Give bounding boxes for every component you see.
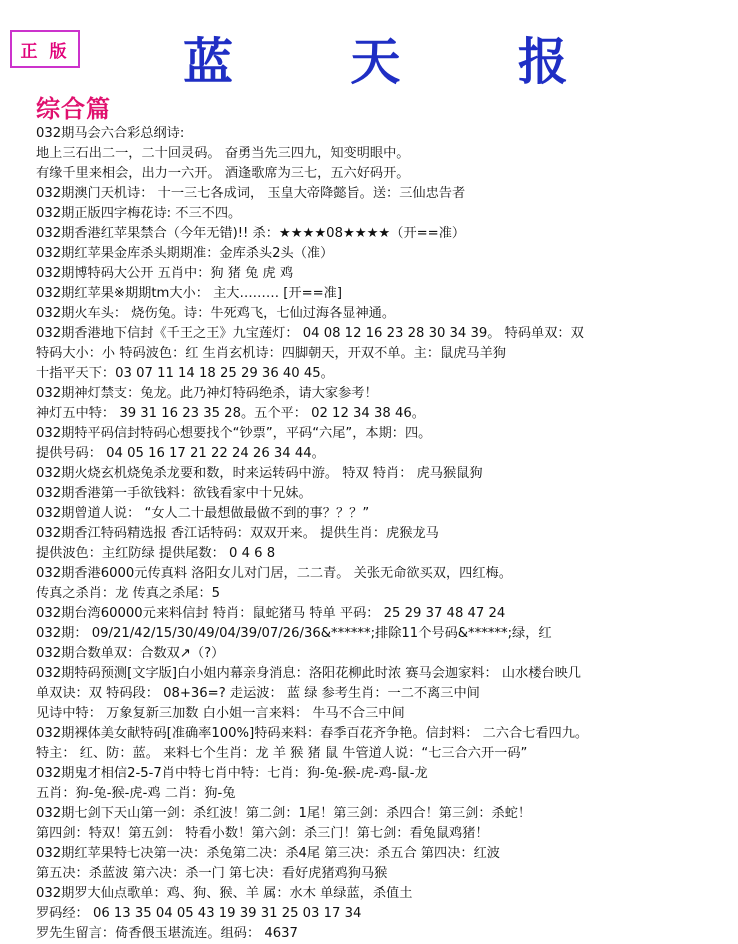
text-line: 有缘千里来相会，出力一六开。 酒逢歌席为三七，五六好码开。 <box>36 166 410 181</box>
text-line: 032期香港红苹果禁合（今年无错)!! 杀：★★★★08★★★★（开==准） <box>36 226 466 241</box>
section-heading: 综合篇 <box>36 94 111 123</box>
text-line: 032期特平码信封特码心想要找个“钞票”，平码“六尾”，本期：四。 <box>36 426 432 441</box>
text-line: 032期裸体美女献特码[准确率100%]特码来料：春季百花齐争艳。信封料： 二六合七看四九。 <box>36 726 589 741</box>
text-line: 提供号码： 04 05 16 17 21 22 24 26 34 44。 <box>36 446 325 461</box>
text-line: 单双诀：双 特码段： 08+36=? 走运波： 蓝 绿 参考生肖：一二不离三中间 <box>36 686 480 701</box>
text-line: 032期特码预测[文字版]白小姐内幕亲身消息：洛阳花柳此时浓 赛马会迦家料： 山水楼台映几 <box>36 666 581 681</box>
text-line: 032期红苹果※期期tm大小： 主大……… [开==准] <box>36 286 343 301</box>
text-line: 见诗中特： 万象复新三加数 白小姐一言来料： 牛马不合三中间 <box>36 706 405 721</box>
text-line: 032期香港第一手欲钱料：欲钱看家中十兄妹。 <box>36 486 312 501</box>
text-line: 032期曾道人说： “女人二十最想做最做不到的事？？？” <box>36 506 370 521</box>
text-line: 地上三石出二一，二十回灵码。 奋勇当先三四九，知变明眼中。 <box>36 146 410 161</box>
text-line: 032期红苹果特七决第一决：杀兔第二决：杀4尾 第三决：杀五合 第四决：红波 <box>36 846 500 861</box>
text-line: 第五决：杀蓝波 第六决：杀一门 第七决：看好虎猪鸡狗马猴 <box>36 866 388 881</box>
text-line: 032期神灯禁支：兔龙。此乃神灯特码绝杀，请大家参考！ <box>36 386 378 401</box>
masthead-title: 蓝 天 报 <box>183 32 618 91</box>
edition-badge: 正 版 <box>10 30 80 68</box>
text-line: 032期台湾60000元来料信封 特肖：鼠蛇猪马 特单 平码： 25 29 37 48 47 24 <box>36 606 506 621</box>
text-line: 第四剑：特双！第五剑： 特看小数！第六剑：杀三门！第七剑：看兔鼠鸡猪！ <box>36 826 489 841</box>
text-line: 032期合数单双：合数双↗（?） <box>36 646 225 661</box>
text-line: 032期： 09/21/42/15/30/49/04/39/07/26/36&******;排除11个号码&******;绿，红 <box>36 626 552 641</box>
text-line: 十指平天下：03 07 11 14 18 25 29 36 40 45。 <box>36 366 334 381</box>
text-line: 032期香港地下信封《千王之王》九宝莲灯： 04 08 12 16 23 28 30 34 39。 特码单双：双 <box>36 326 584 341</box>
text-line: 032期红苹果金库杀头期期准：金库杀头2头（准） <box>36 246 334 261</box>
text-line: 罗码经： 06 13 35 04 05 43 19 39 31 25 03 17 34 <box>36 906 362 921</box>
text-line: 032期七剑下天山第一剑：杀红波！第二剑：1尾！第三剑：杀四合！第三剑：杀蛇！ <box>36 806 532 821</box>
text-line: 032期博特码大公开 五肖中：狗 猪 兔 虎 鸡 <box>36 266 294 281</box>
text-line: 032期正版四字梅花诗: 不三不四。 <box>36 206 242 221</box>
text-line: 罗先生留言：倚香偎玉堪流连。组码： 4637 <box>36 926 298 941</box>
text-line: 032期火车头： 烧伤兔。诗：牛死鸡飞，七仙过海各显神通。 <box>36 306 396 321</box>
text-line: 032期香港6000元传真料 洛阳女儿对门居，二二青。 关张无命欲买双，四红梅。 <box>36 566 512 581</box>
text-line: 提供波色：主红防绿 提供尾数： 0 4 6 8 <box>36 546 276 561</box>
text-line: 032期马会六合彩总纲诗: <box>36 126 185 141</box>
text-line: 032期澳门天机诗： 十一三七各成词， 玉皇大帝降懿旨。送：三仙忠告者 <box>36 186 466 201</box>
text-line: 032期鬼才相信2-5-7肖中特七肖中特：七肖：狗-兔-猴-虎-鸡-鼠-龙 <box>36 766 428 781</box>
text-line: 032期罗大仙点歌单：鸡、狗、猴、羊 属：水木 单绿蓝，杀值土 <box>36 886 413 901</box>
text-line: 032期火烧玄机烧兔杀龙要和数，时来运转码中游。 特双 特肖： 虎马猴鼠狗 <box>36 466 483 481</box>
text-line: 神灯五中特： 39 31 16 23 35 28。五个平： 02 12 34 38 46。 <box>36 406 425 421</box>
text-line: 传真之杀肖：龙 传真之杀尾：5 <box>36 586 221 601</box>
text-line: 特码大小：小 特码波色：红 生肖玄机诗：四脚朝天，开双不单。主：鼠虎马羊狗 <box>36 346 506 361</box>
text-line: 五肖：狗-兔-猴-虎-鸡 二肖：狗-兔 <box>36 786 236 801</box>
text-line: 032期香江特码精选报 香江话特码：双双开来。 提供生肖：虎猴龙马 <box>36 526 439 541</box>
text-line: 特主： 红、防：蓝。 来料七个生肖：龙 羊 猴 猪 鼠 牛管道人说：“七三合六开一码” <box>36 746 528 761</box>
article-body <box>36 124 736 944</box>
